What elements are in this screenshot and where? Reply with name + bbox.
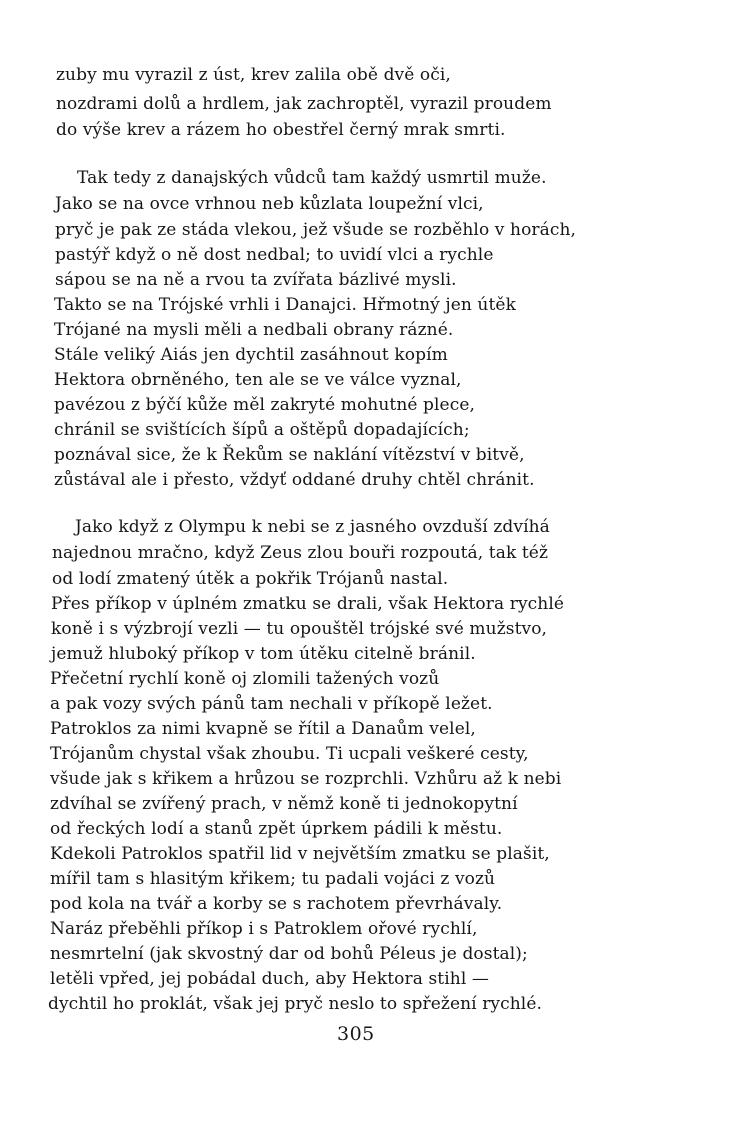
verse-line: od lodí zmatený útěk a pokřik Trójanů nastal. [52,569,449,589]
verse-line: Jako když z Olympu k nebi se z jasného ovzduší zdvíhá [75,517,550,537]
verse-line: nozdrami dolů a hrdlem, jak zachroptěl, vyrazil proudem [56,94,552,114]
verse-line: Stále veliký Aiás jen dychtil zasáhnout kopím [54,345,448,365]
verse-line: Jako se na ovce vrhnou neb kůzlata loupežní vlci, [55,194,484,214]
verse-line: letěli vpřed, jej pobádal duch, aby Hektora stihl — [50,969,489,989]
verse-line: koně i s výzbrojí vezli — tu opouštěl trójské své mužstvo, [51,619,548,639]
verse-line: chránil se svištících šípů a oštěpů dopadajících; [54,420,470,440]
verse-line: Trójanům chystal však zhoubu. Ti ucpali veškeré cesty, [50,744,529,764]
verse-line: pod kola na tvář a korby se s rachotem převrhávaly. [50,894,503,914]
verse-line: všude jak s křikem a hrůzou se rozprchli. Vzhůru až k nebi [50,769,562,789]
verse-line: zuby mu vyrazil z úst, krev zalila obě dvě oči, [56,65,451,85]
verse-line: jemuž hluboký příkop v tom útěku citelně bránil. [51,644,476,664]
verse-line: Hektora obrněného, ten ale se ve válce vyznal, [54,370,462,390]
verse-line: Kdekoli Patroklos spatřil lid v největším zmatku se plašit, [50,844,550,864]
verse-line: Trójané na mysli měli a nedbali obrany rázné. [54,320,454,340]
page-number: 305 [337,1023,375,1045]
verse-line: pavézou z býčí kůže měl zakryté mohutné plece, [54,395,476,415]
verse-line: nesmrtelní (jak skvostný dar od bohů Péleus je dostal); [50,944,528,964]
verse-line: pryč je pak ze stáda vlekou, jež všude se rozběhlo v horách, [55,220,577,240]
verse-line: najednou mračno, když Zeus zlou bouři rozpoutá, tak též [52,543,549,563]
verse-line: poznával sice, že k Řekům se naklání vítězství v bitvě, [54,445,525,465]
verse-line: mířil tam s hlasitým křikem; tu padali vojáci z vozů [50,869,496,889]
verse-line: zůstával ale i přesto, vždyť oddané druhy chtěl chránit. [54,470,535,490]
verse-line: pastýř když o ně dost nedbal; to uvidí vlci a rychle [55,245,494,265]
verse-line: do výše krev a rázem ho obestřel černý mrak smrti. [56,120,506,140]
verse-line: Takto se na Trójské vrhli i Danajci. Hřmotný jen útěk [54,295,516,315]
verse-line: dychtil ho proklát, však jej pryč neslo to spřežení rychlé. [48,994,543,1014]
verse-line: a pak vozy svých pánů tam nechali v příkopě ležet. [50,694,493,714]
verse-line: zdvíhal se zvířený prach, v němž koně ti jednokopytní [50,794,518,814]
verse-line: od řeckých lodí a stanů zpět úprkem pádili k městu. [50,819,503,839]
verse-line: Tak tedy z danajských vůdců tam každý usmrtil muže. [77,168,547,188]
verse-line: Přečetní rychlí koně oj zlomili tažených vozů [50,669,440,689]
verse-line: sápou se na ně a rvou ta zvířata bázlivé mysli. [55,270,457,290]
verse-line: Naráz přeběhli příkop i s Patroklem ořové rychlí, [50,919,478,939]
verse-line: Přes příkop v úplném zmatku se drali, však Hektora rychlé [51,594,565,614]
verse-line: Patroklos za nimi kvapně se řítil a Danaům velel, [50,719,476,739]
